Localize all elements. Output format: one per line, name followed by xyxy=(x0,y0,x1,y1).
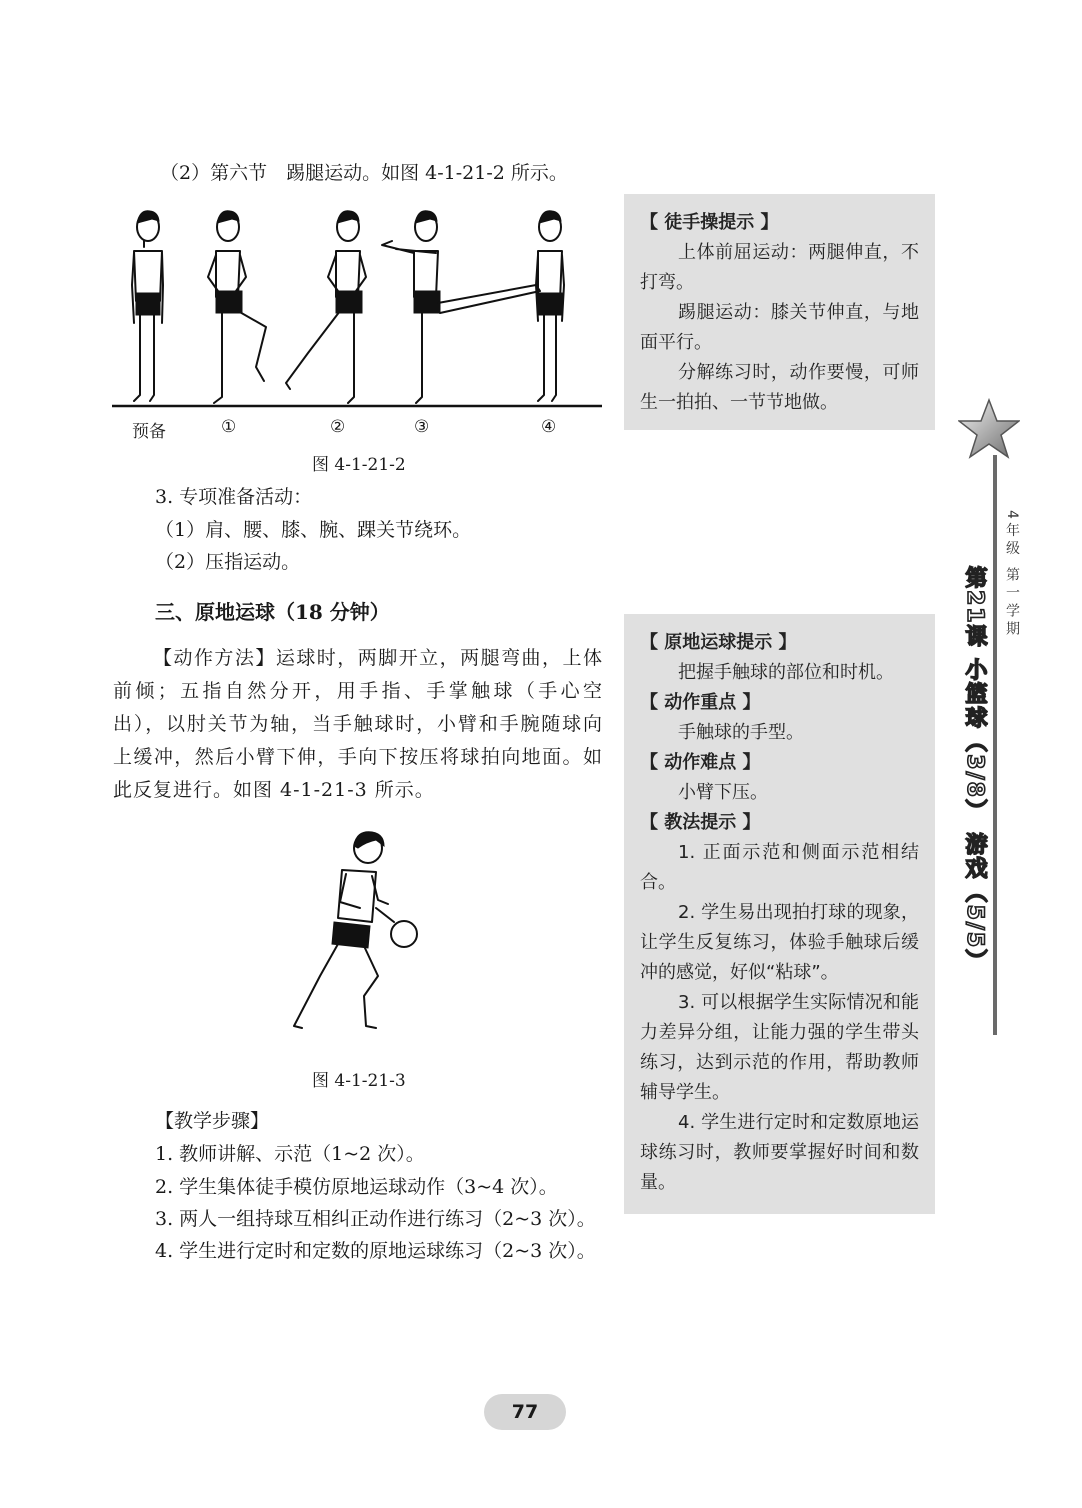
tip-title-key-point: 【 动作重点 】 xyxy=(640,692,761,713)
tip-para: 分解练习时，动作要慢，可师生一拍拍、一节节地做。 xyxy=(640,362,919,413)
star-icon xyxy=(958,398,1020,460)
figure-kick-exercise xyxy=(108,205,608,417)
sidebar-rule xyxy=(993,455,997,1035)
tip-para: 把握手触球的部位和时机。 xyxy=(678,662,894,683)
tip-para: 3. 可以根据学生实际情况和能力差异分组，让能力强的学生带头练习，达到示范的作用，帮助教师辅导学生。 xyxy=(640,992,919,1103)
part-title-dribble: 三、原地运球（18 分钟） xyxy=(155,600,390,624)
figure-label-2: ② xyxy=(330,417,346,437)
step-1: 1. 教师讲解、示范（1~2 次）。 xyxy=(155,1143,425,1165)
step-4: 4. 学生进行定时和定数的原地运球练习（2~3 次）。 xyxy=(155,1240,596,1262)
steps-title: 【教学步骤】 xyxy=(155,1110,270,1132)
tip-title-teaching: 【 教法提示 】 xyxy=(640,812,761,833)
figure-step-3 xyxy=(382,211,540,403)
warmup-title: 3. 专项准备活动： xyxy=(155,486,313,508)
tip-para: 2. 学生易出现拍打球的现象，让学生反复练习，体验手触球后缓冲的感觉，好似“粘球”。 xyxy=(640,902,919,983)
tip-para: 上体前屈运动：两腿伸直，不打弯。 xyxy=(640,242,919,293)
tip-box-dribble xyxy=(624,614,935,1214)
tip-para: 1. 正面示范和侧面示范相结合。 xyxy=(640,842,919,893)
figure-caption-1: 图 4-1-21-2 xyxy=(312,455,406,475)
figure-label-3: ③ xyxy=(414,417,430,437)
step-3: 3. 两人一组持球互相纠正动作进行练习（2~3 次）。 xyxy=(155,1208,596,1230)
figure-label-1: ① xyxy=(221,417,237,437)
page-number: 77 xyxy=(484,1394,566,1430)
tip-title-freehand: 【 徒手操提示 】 xyxy=(640,212,779,233)
tip-para: 4. 学生进行定时和定数原地运球练习时，教师要掌握好时间和数量。 xyxy=(640,1112,919,1193)
tip-box-freehand xyxy=(624,194,935,430)
warmup-item-1: （1）肩、腰、膝、腕、踝关节绕环。 xyxy=(155,519,472,541)
figure-step-1 xyxy=(208,211,266,403)
figure-ready xyxy=(132,211,163,401)
figure-step-4 xyxy=(536,211,564,401)
action-method-paragraph: 【动作方法】运球时，两脚开立，两腿弯曲，上体前倾；五指自然分开，用手指、手掌触球（手心空出），以肘关节为轴，当手触球时，小臂和手腕随球向上缓冲，然后小臂下伸，手向下按压将球拍向地面。如此反复进行。如图 4-1-21-3 所示。 xyxy=(113,647,603,801)
tip-title-dribble: 【 原地运球提示 】 xyxy=(640,632,797,653)
figure-step-2 xyxy=(286,211,366,403)
tip-para: 踢腿运动：膝关节伸直，与地面平行。 xyxy=(640,302,919,353)
figure-caption-2: 图 4-1-21-3 xyxy=(312,1071,406,1091)
tip-para: 手触球的手型。 xyxy=(678,722,804,743)
figure-label-ready: 预备 xyxy=(132,422,166,442)
tip-title-difficulty: 【 动作难点 】 xyxy=(640,752,761,773)
sidebar-lesson: 第21课 小篮球（3/8） 游戏（5/5） xyxy=(962,566,987,974)
figure-label-4: ④ xyxy=(541,417,557,437)
section-heading-kick: （2）第六节 踢腿运动。如图 4-1-21-2 所示。 xyxy=(160,162,568,184)
step-2: 2. 学生集体徒手模仿原地运球动作（3~4 次）。 xyxy=(155,1176,558,1198)
tip-para: 小臂下压。 xyxy=(678,782,768,803)
sidebar-grade: 4年级 第一学期 xyxy=(1004,510,1020,640)
figure-dribble xyxy=(280,826,430,1031)
warmup-item-2: （2）压指运动。 xyxy=(155,551,301,573)
